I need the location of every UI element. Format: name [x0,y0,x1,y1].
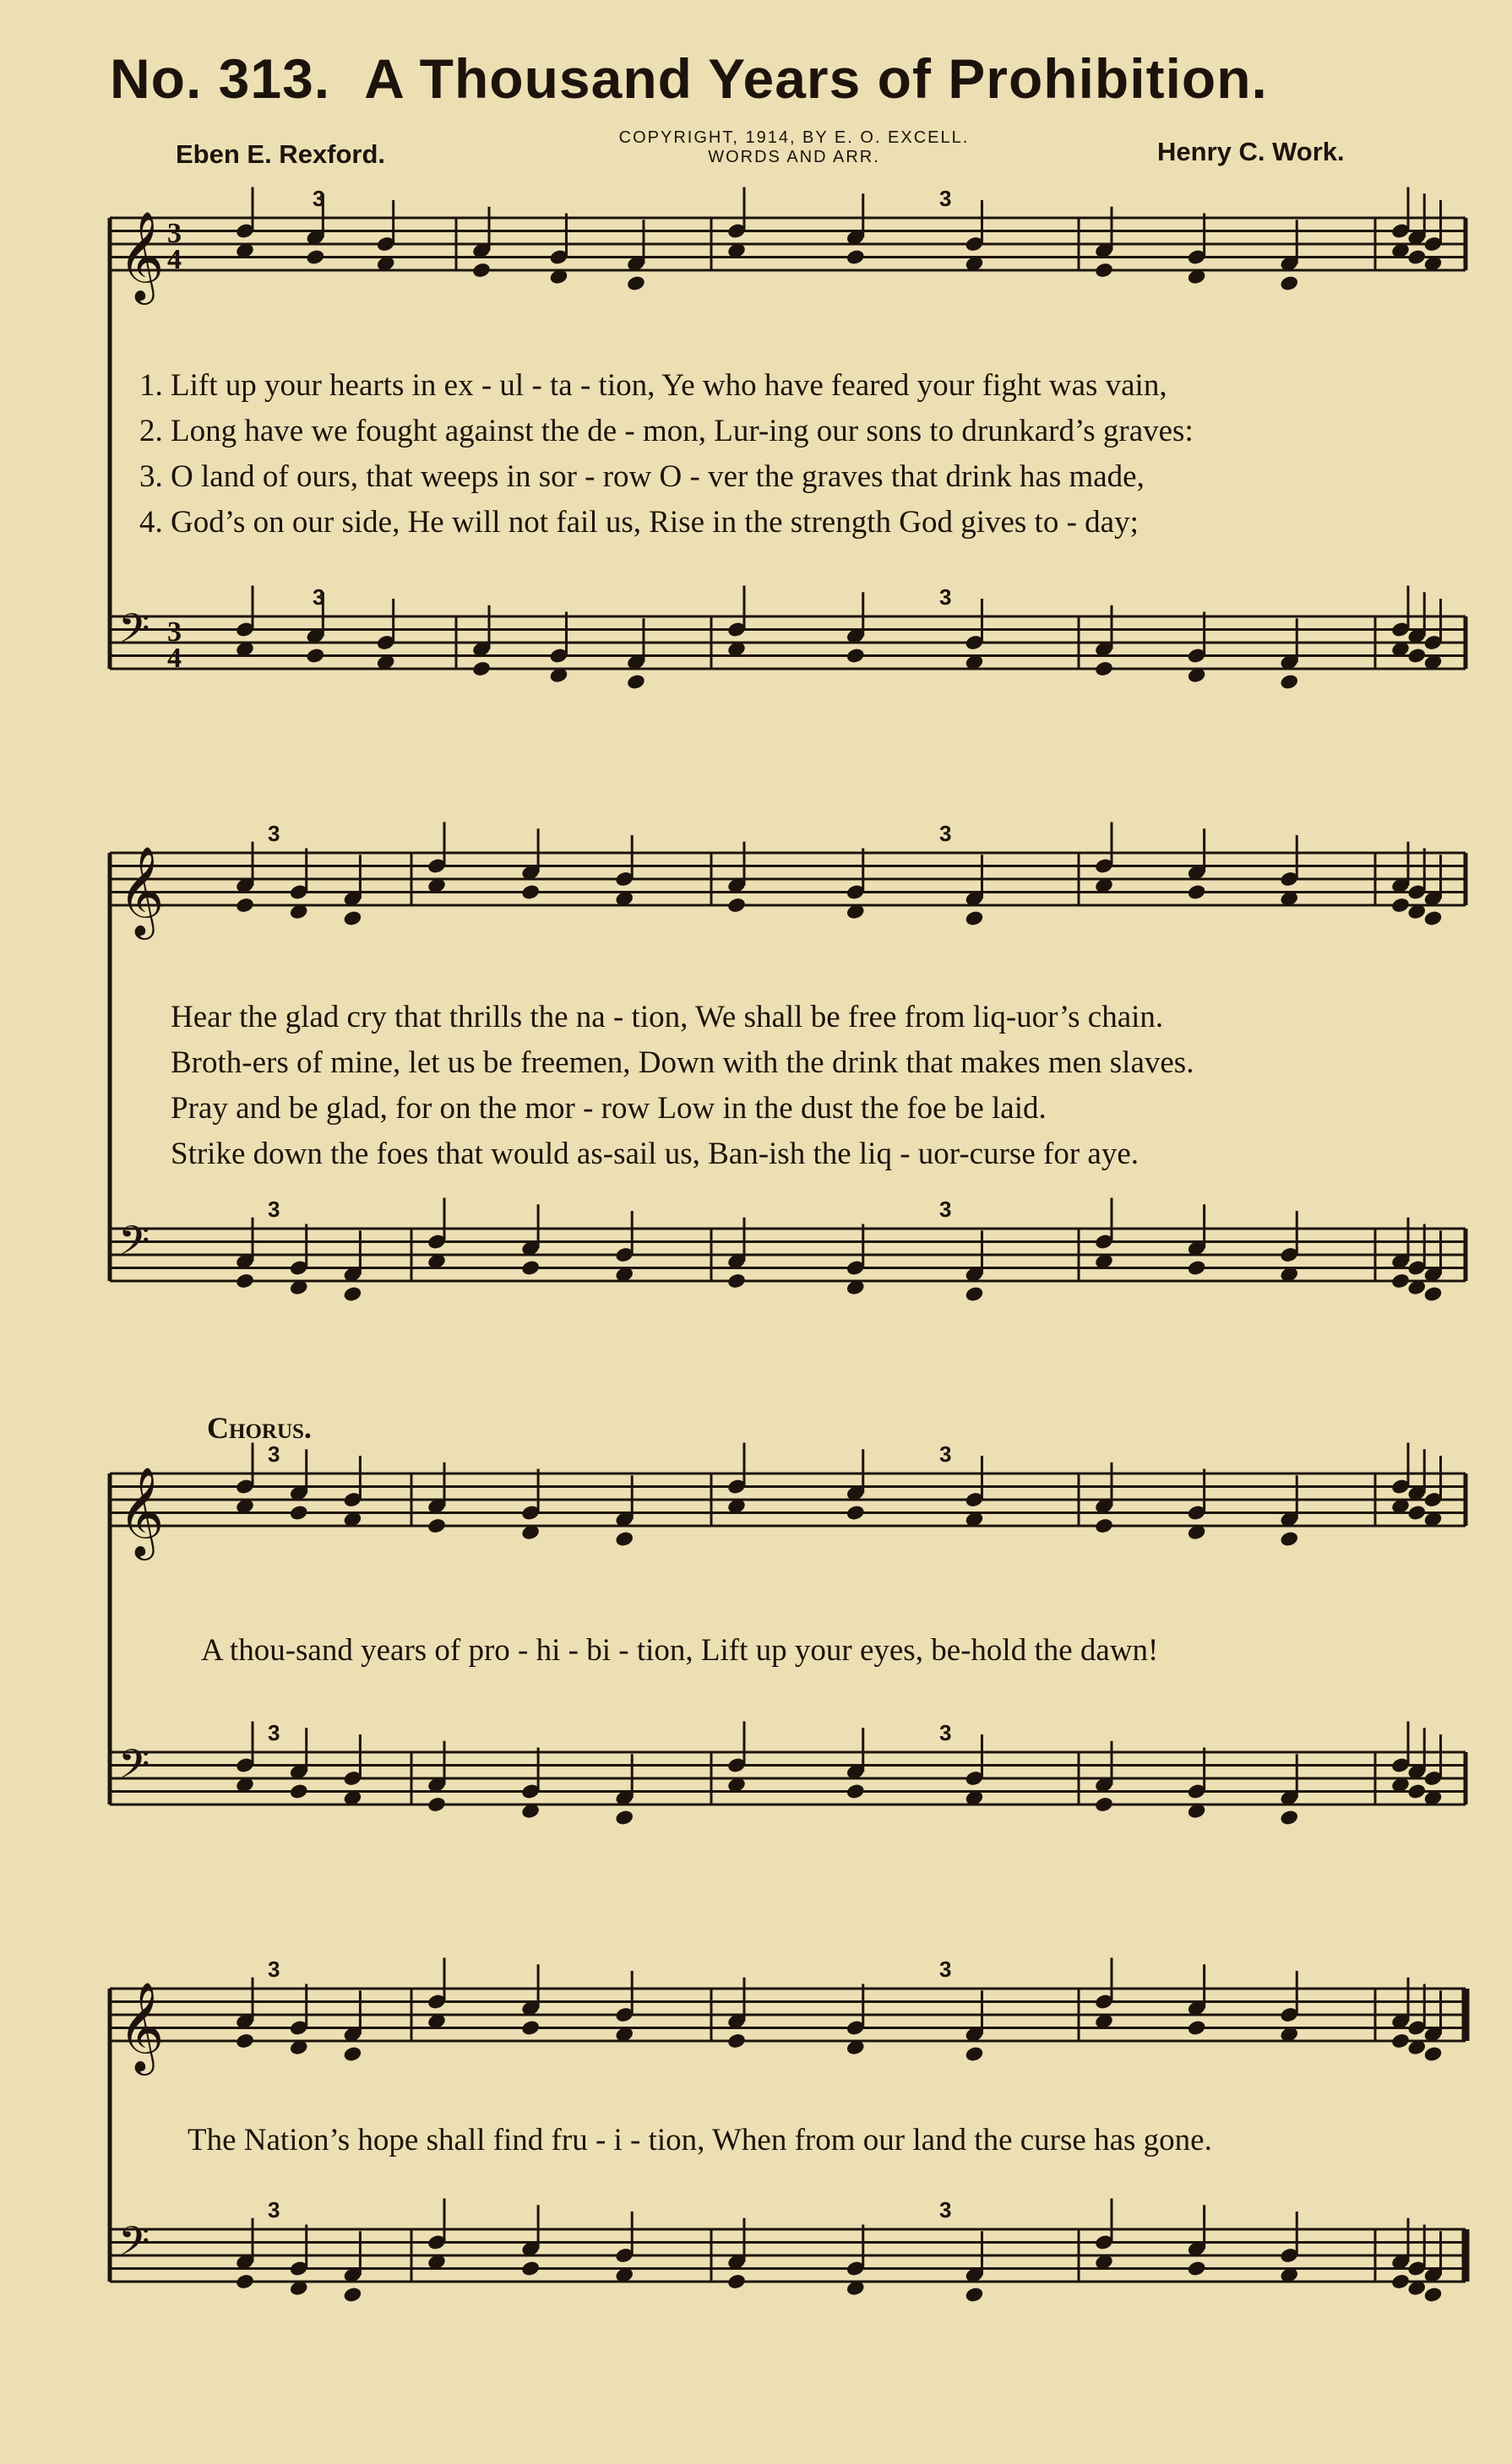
treble-clef: 𝄞 [118,845,165,936]
triplet-mark: 3 [268,2197,280,2222]
note-head [846,1783,866,1800]
note-head [305,647,325,665]
note-head [235,897,255,915]
verse-4-line-a: 4. God’s on our side, He will not fail us, Rise in the strength God gives to - day; [139,505,1139,540]
treble-clef: 𝄞 [118,210,165,301]
note-head [1406,1504,1427,1522]
note-head [846,647,866,665]
note-head [1187,2019,1207,2037]
note-head [1187,883,1207,901]
note-head [614,1530,634,1548]
copyright-line-2: WORDS AND ARR. [708,148,880,166]
treble-clef: 𝄞 [118,1981,165,2071]
chorus-line-1: A thou-sand years of pro - hi - bi - tion, Lift up your eyes, be-hold the dawn! [201,1633,1159,1668]
triplet-mark: 3 [268,1441,280,1467]
treble-clef: 𝄞 [118,1466,165,1556]
triplet-mark: 3 [939,1720,952,1745]
note-head [965,909,985,927]
verse-3-line-a: 3. O land of ours, that weeps in sor - row O - ver the graves that drink has made, [139,459,1145,494]
note-head [1279,1809,1299,1826]
note-head [342,909,362,927]
triplet-mark: 3 [939,821,952,846]
note-head [1279,274,1299,292]
note-head [1094,660,1114,678]
note-head [726,1273,747,1290]
note-head [520,2260,541,2277]
note-head [626,673,646,691]
note-head [289,1783,309,1800]
triplet-mark: 3 [268,1197,280,1222]
verse-3-line-b: Pray and be glad, for on the mor - row Low in the dust the foe be laid. [171,1091,1047,1126]
triplet-mark: 3 [939,1441,952,1467]
note-head [235,2273,255,2291]
note-head [342,2045,362,2063]
triplet-mark: 3 [939,1197,952,1222]
note-head [1279,673,1299,691]
note-head [726,897,747,915]
time-signature-bottom: 4 [167,244,182,275]
triplet-mark: 3 [939,186,952,211]
note-head [342,2286,362,2304]
triplet-mark: 3 [939,584,952,610]
triplet-mark: 3 [268,1720,280,1745]
triplet-mark: 3 [313,584,325,610]
note-head [235,1273,255,1290]
triplet-mark: 3 [313,186,325,211]
bass-clef: 𝄢 [118,1740,150,1798]
note-head [1406,1783,1427,1800]
note-head [1423,2045,1444,2063]
triplet-mark: 3 [268,821,280,846]
note-head [1423,1285,1444,1303]
lyricist-credit: Eben E. Rexford. [176,139,386,169]
note-head [626,274,646,292]
note-head [520,883,541,901]
note-head [1390,2033,1411,2050]
note-head [1390,2273,1411,2291]
note-head [305,248,325,266]
verses-block-2 [171,995,1194,1177]
note-head [726,2273,747,2291]
bass-clef: 𝄢 [118,2217,150,2275]
composer-credit: Henry C. Work. [1157,137,1345,166]
note-head [846,1504,866,1522]
note-head [1094,262,1114,280]
hymn-number: No. 313. [110,47,331,110]
copyright-line-1: COPYRIGHT, 1914, BY E. O. EXCELL. [618,128,970,147]
note-head [726,2033,747,2050]
verse-1-line-a: 1. Lift up your hearts in ex - ul - ta - tion, Ye who have feared your fight was vain, [139,368,1167,403]
note-head [1423,2286,1444,2304]
triplet-mark: 3 [268,1957,280,1982]
triplet-mark: 3 [939,1957,952,1982]
note-head [520,2019,541,2037]
verse-4-line-b: Strike down the foes that would as-sail us, Ban-ish the liq - uor-curse for aye. [171,1137,1139,1171]
triplet-mark: 3 [939,2197,952,2222]
bass-clef: 𝄢 [118,605,150,662]
note-head [1279,1530,1299,1548]
hymn-title-text: A Thousand Years of Prohibition. [364,47,1268,110]
note-head [1187,2260,1207,2277]
note-head [235,2033,255,2050]
time-signature-top: 3 [167,218,182,249]
note-head [427,1796,447,1814]
note-head [1094,1796,1114,1814]
note-head [471,262,492,280]
note-head [520,1259,541,1277]
verse-2-line-b: Broth-ers of mine, let us be freemen, Down with the drink that makes men slaves. [171,1045,1194,1080]
time-signature-top: 3 [167,616,182,648]
note-head [289,1504,309,1522]
note-head [1423,909,1444,927]
note-head [1406,647,1427,665]
note-head [965,2286,985,2304]
verse-2-line-a: 2. Long have we fought against the de - mon, Lur-ing our sons to drunkard’s graves: [139,414,1194,448]
note-head [342,1285,362,1303]
note-head [614,1809,634,1826]
time-signature-bottom: 4 [167,643,182,674]
chorus-line-2: The Nation’s hope shall find fru - i - tion, When from our land the curse has gone. [188,2123,1212,2157]
note-head [1390,1273,1411,1290]
verses-block-1 [139,363,1194,545]
bass-clef: 𝄢 [118,1217,150,1274]
note-head [1406,248,1427,266]
note-head [427,1517,447,1535]
note-head [965,1285,985,1303]
note-head [846,248,866,266]
note-head [471,660,492,678]
note-head [1094,1517,1114,1535]
note-head [1187,1259,1207,1277]
note-head [1390,897,1411,915]
chorus-label: Chorus. [207,1411,312,1445]
verse-1-line-b: Hear the glad cry that thrills the na - tion, We shall be free from liq-uor’s chain. [171,1000,1164,1034]
note-head [965,2045,985,2063]
